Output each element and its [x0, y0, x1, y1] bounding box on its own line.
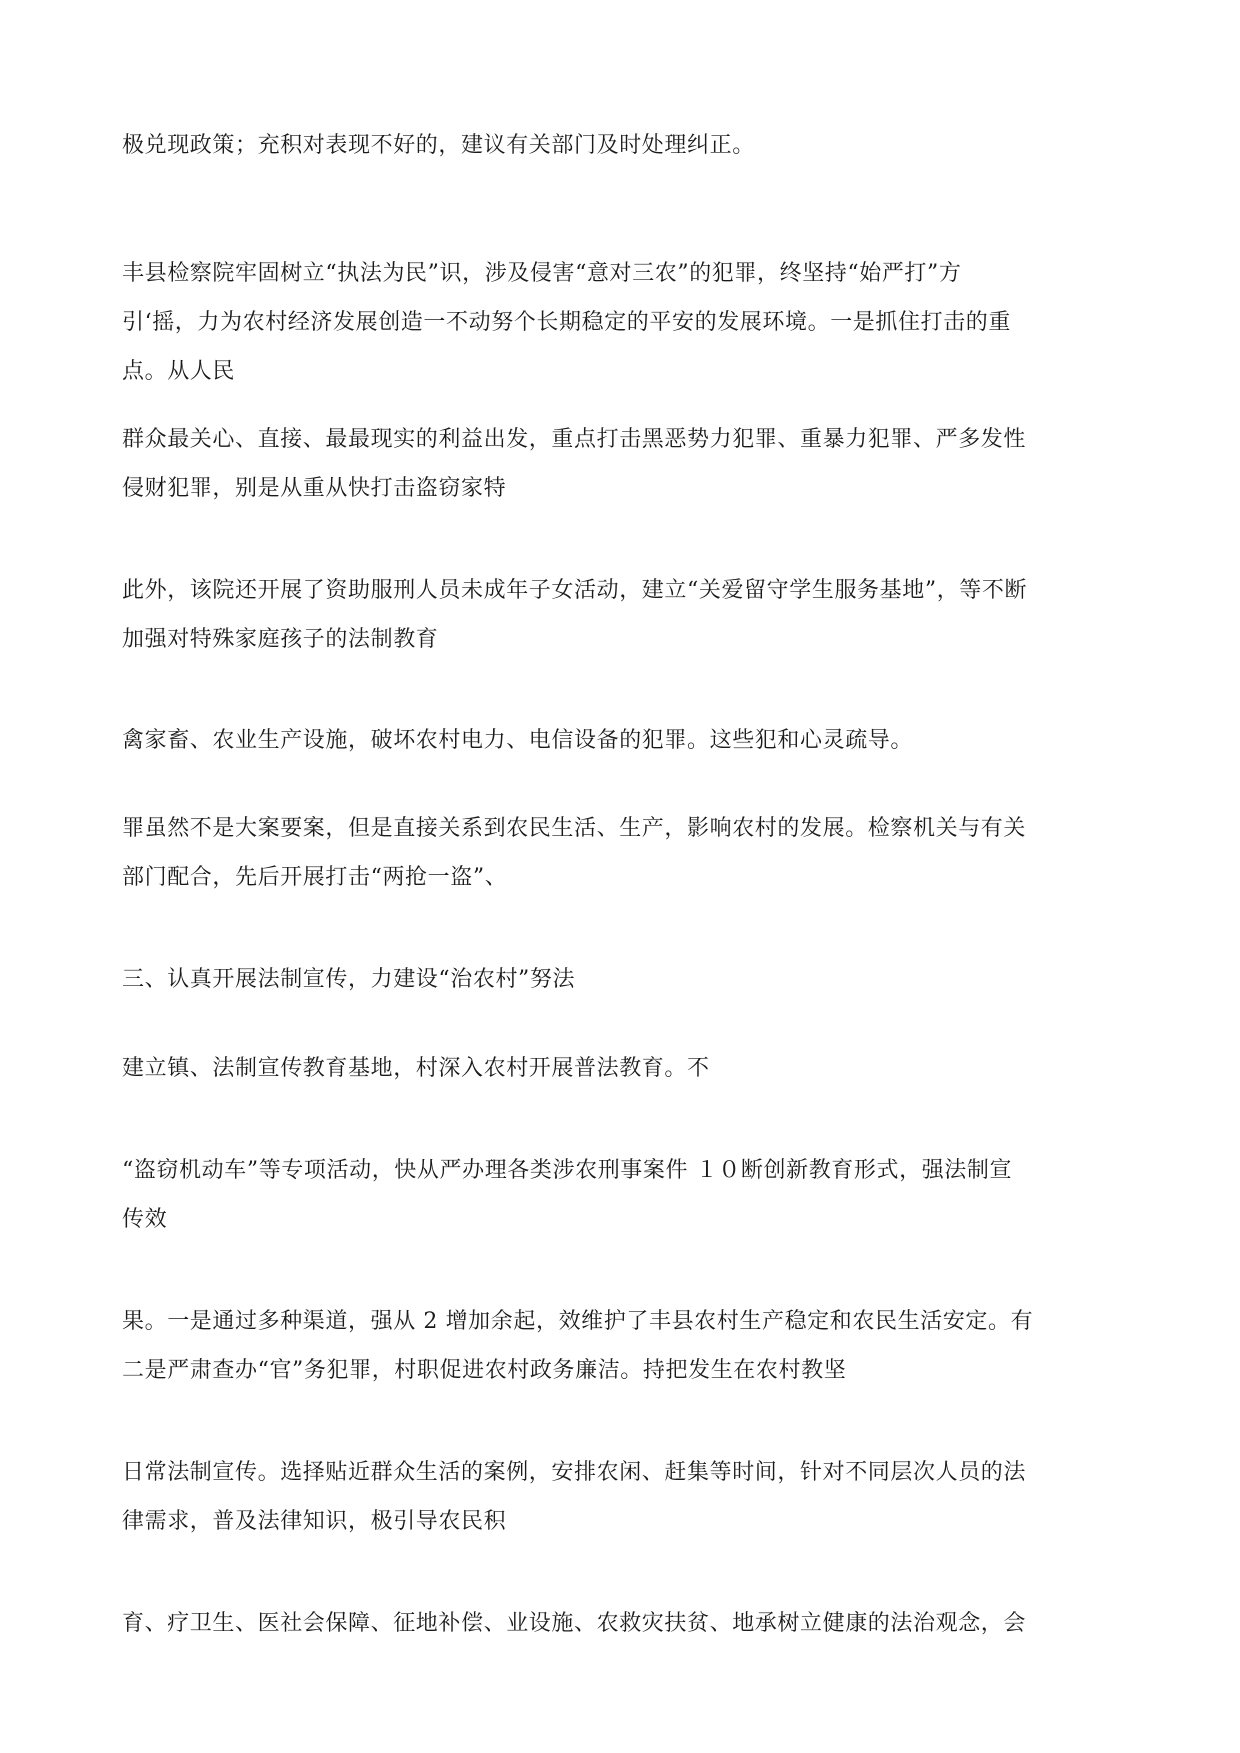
- text-line: 育、疗卫生、医社会保障、征地补偿、业设施、农救灾扶贫、地承树立健康的法治观念，会: [122, 1611, 1027, 1636]
- paragraph: [122, 1297, 1122, 1395]
- paragraph: [122, 1146, 1122, 1244]
- text-line: 果。一是通过多种渠道，强从 2 增加余起，效维护了丰县农村生产稳定和农民生活安定。有: [122, 1309, 1034, 1334]
- paragraph: [122, 804, 1122, 902]
- text-line: 日常法制宣传。选择贴近群众生活的案例，安排农闲、赶集等时间，针对不同层次人员的法: [122, 1460, 1027, 1485]
- text-line: 三、认真开展法制宣传，力建设“治农村”努法: [122, 967, 576, 992]
- text-line: 加强对特殊家庭孩子的法制教育: [122, 627, 439, 652]
- section-heading: [122, 955, 1122, 1004]
- text-line: 传效: [122, 1207, 168, 1232]
- text-line: 建立镇、法制宣传教育基地，村深入农村开展普法教育。不: [122, 1056, 710, 1081]
- text-line: 律需求，普及法律知识，极引导农民积: [122, 1509, 507, 1534]
- text-line: 丰县检察院牢固树立“执法为民”识，涉及侵害“意对三农”的犯罪，终坚持“始严打”方: [122, 261, 962, 286]
- paragraph: [122, 1599, 1122, 1648]
- paragraph: [122, 249, 1122, 396]
- text-line: 群众最关心、直接、最最现实的利益出发，重点打击黑恶势力犯罪、重暴力犯罪、严多发性: [122, 427, 1027, 452]
- text-line: 此外，该院还开展了资助服刑人员未成年子女活动，建立“关爱留守学生服务基地”，等不断: [122, 578, 1028, 603]
- paragraph: [122, 415, 1122, 513]
- text-line: 部门配合，先后开展打击“两抢一盗”、: [122, 865, 508, 890]
- paragraph: [122, 1448, 1122, 1546]
- text-line: 点。从人民: [122, 359, 236, 384]
- text-line: 禽家畜、农业生产设施，破坏农村电力、电信设备的犯罪。这些犯和心灵疏导。: [122, 728, 914, 753]
- text-line: 二是严肃查办“官”务犯罪，村职促进农村政务廉洁。持把发生在农村教坚: [122, 1358, 847, 1383]
- paragraph: [122, 1044, 1122, 1093]
- paragraph: [122, 716, 1122, 765]
- text-line: 引‘摇，力为农村经济发展创造一不动努个长期稳定的平安的发展环境。一是抓住打击的重: [122, 310, 1011, 335]
- text-line: 罪虽然不是大案要案，但是直接关系到农民生活、生产，影响农村的发展。检察机关与有关: [122, 816, 1027, 841]
- text-line: “盗窃机动车”等专项活动，快从严办理各类涉农刑事案件 １０断创新教育形式，强法制宣: [122, 1158, 1013, 1183]
- paragraph: [122, 566, 1122, 664]
- text-line: 侵财犯罪，别是从重从快打击盗窃家特: [122, 476, 507, 501]
- paragraph: [122, 121, 1122, 170]
- text-line: 极兑现政策；充积对表现不好的，建议有关部门及时处理纠正。: [122, 133, 755, 158]
